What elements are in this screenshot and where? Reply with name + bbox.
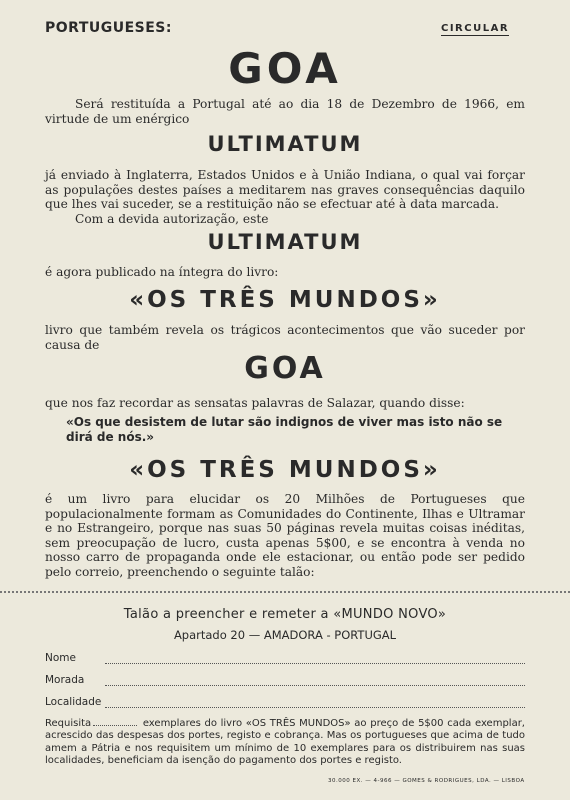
printer-imprint: 30.000 EX. — 4-966 — GOMES & RODRIGUES, LDA. — LISBOA [328, 778, 525, 784]
form-address: Apartado 20 — AMADORA - PORTUGAL [173, 628, 397, 642]
field-nome-line[interactable] [105, 663, 525, 664]
title-os-tres-mundos-1: «OS TRÊS MUNDOS» [129, 287, 441, 313]
field-localidade-label: Localidade [45, 696, 102, 708]
header-circular: CIRCULAR [441, 23, 510, 34]
title-os-tres-mundos-2: «OS TRÊS MUNDOS» [129, 457, 441, 483]
field-morada[interactable] [45, 674, 525, 688]
salazar-quote: «Os que desistem de lutar são indignos de viver mas isto não se dirá de nós.» [66, 415, 503, 444]
title-goa-2: GOA [244, 351, 326, 386]
form-title: Talão a preencher e remeter a «MUNDO NOVO» [123, 607, 447, 622]
paragraph-enviado: já enviado à Inglaterra, Estados Unidos e à União Indiana, o qual vai forçar as populações destes países a meditarem nas graves consequências daquilo que lhes vai suceder, se a restituição não se efectuar até à data marcada. [45, 168, 525, 212]
title-ultimatum-2: ULTIMATUM [207, 230, 363, 254]
paragraph-restituida: Será restituída a Portugal até ao dia 18 de Dezembro de 1966, em virtude de um enérgico [45, 97, 525, 126]
field-morada-label: Morada [45, 674, 85, 686]
paragraph-autorizacao: Com a devida autorização, este [75, 212, 269, 226]
field-nome[interactable] [45, 652, 525, 666]
paragraph-elucidar: é um livro para elucidar os 20 Milhões de Portugueses que populacionalmente formam as Comunidades do Continente, Ilhas e Ultramar e no Estrangeiro, porque nas suas 50 páginas revela muitas coisas inéditas, sem preocupação de lucro, custa apenas 5$00, e se encontra à venda no nosso carro de propaganda onde ele estacionar, ou então pode ser pedido pelo correio, preenchendo o seguinte talão: [45, 492, 525, 579]
field-localidade[interactable] [45, 696, 525, 710]
field-nome-label: Nome [45, 652, 76, 664]
field-morada-line[interactable] [105, 685, 525, 686]
title-ultimatum-1: ULTIMATUM [207, 132, 363, 156]
tear-line [0, 591, 570, 593]
title-goa: GOA [228, 44, 342, 93]
header-portugueses: PORTUGUESES: [45, 20, 172, 36]
field-localidade-line[interactable] [105, 707, 525, 708]
requisita-label: Requisita [45, 718, 92, 729]
quantity-blank[interactable] [93, 725, 137, 726]
paragraph-salazar: que nos faz recordar as sensatas palavras de Salazar, quando disse: [45, 396, 465, 410]
paragraph-revela: livro que também revela os trágicos acontecimentos que vão suceder por causa de [45, 323, 525, 352]
paragraph-publicado: é agora publicado na íntegra do livro: [45, 265, 279, 279]
requisition-text [45, 718, 525, 768]
requisition-body: exemplares do livro «OS TRÊS MUNDOS» ao preço de 5$00 cada exemplar, acrescido das despesas dos portes, registo e cobrança. Mas os portugueses que acima de tudo amem a Pátria e nos requisitem um mínimo de 10 exemplares para os distribuirem nas suas localidades, beneficiam da isenção do pagamento dos portes e registo. [45, 718, 525, 767]
